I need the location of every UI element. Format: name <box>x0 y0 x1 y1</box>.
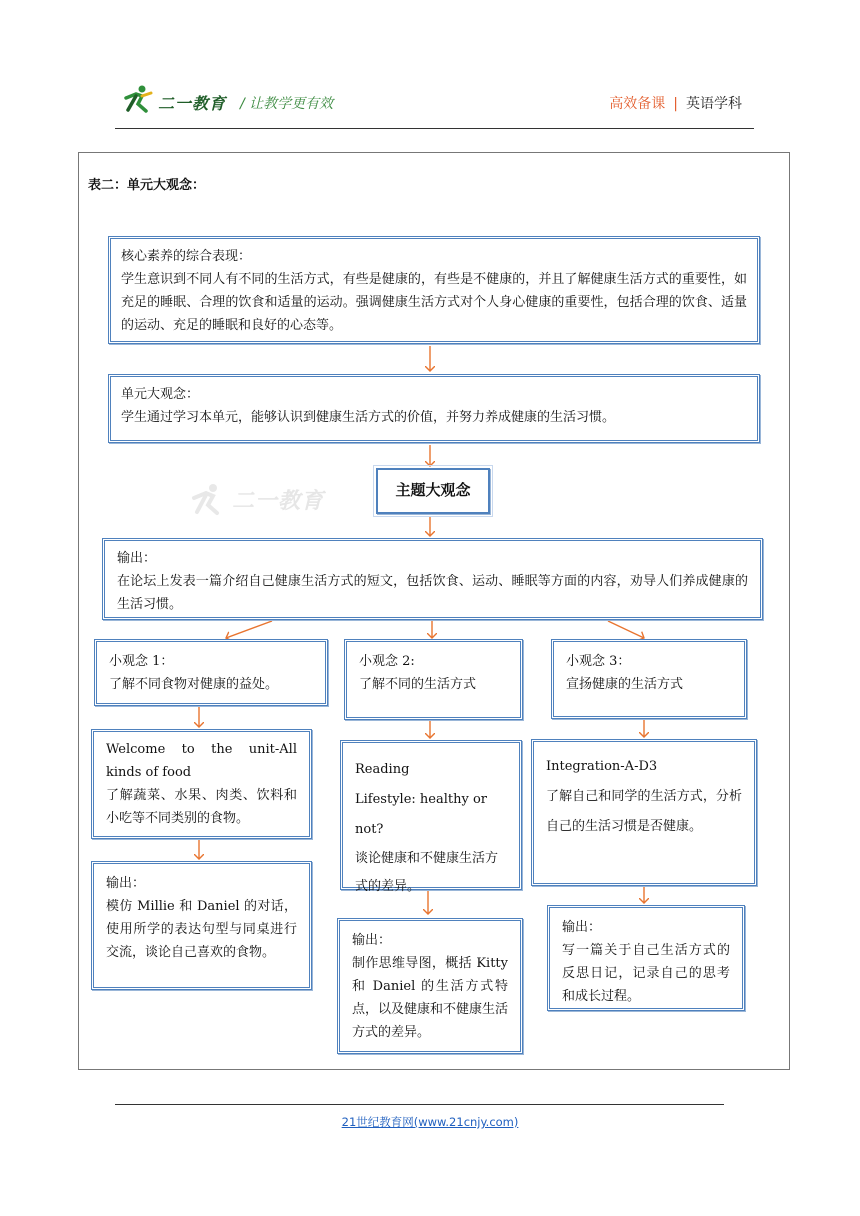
main-output-title: 输出： <box>117 551 157 566</box>
brand-name: 二一教育 <box>158 94 227 113</box>
lesson-1-box <box>91 729 312 839</box>
main-topic-box: 主题大观念 <box>376 468 490 514</box>
footer-link[interactable]: 21世纪教育网(www.21cnjy.com) <box>341 1115 519 1129</box>
arrow-output-to-idea1 <box>226 621 272 638</box>
output-3-title: 输出： <box>562 920 602 935</box>
output-1-title: 输出： <box>106 876 146 891</box>
header-separator: | <box>673 96 678 112</box>
lesson-3-box <box>531 739 757 886</box>
output-2-box <box>337 918 523 1054</box>
output-2-title: 输出： <box>352 933 392 948</box>
header-tag-subject: 英语学科 <box>686 96 742 112</box>
footer-rule <box>115 1104 724 1105</box>
unit-big-idea-title: 单元大观念： <box>121 387 200 402</box>
brand-slogan: / 让教学更有效 <box>240 96 334 112</box>
lesson-1-body: 了解蔬菜、水果、肉类、饮料和小吃等不同类别的食物。 <box>106 788 297 826</box>
small-idea-1-body: 了解不同食物对健康的益处。 <box>109 677 279 692</box>
lesson-1-title: Welcome to the unit-All kinds of food <box>106 742 297 780</box>
output-1-box <box>91 861 312 990</box>
arrow-output-to-idea3 <box>608 621 644 638</box>
watermark-text: 二一教育 <box>232 489 325 514</box>
small-idea-1-title: 小观念 1： <box>109 654 174 669</box>
lesson-2-box <box>340 740 522 894</box>
main-output-box <box>102 538 763 620</box>
small-idea-2-box <box>344 639 523 720</box>
lesson-2-subtitle: Lifestyle: healthy or not? <box>355 792 487 837</box>
unit-big-idea-body: 学生通过学习本单元，能够认识到健康生活方式的价值，并努力养成健康的生活习惯。 <box>121 410 616 425</box>
main-output-body: 在论坛上发表一篇介绍自己健康生活方式的短文，包括饮食、运动、睡眠等方面的内容，劝导人们养成健康的生活习惯。 <box>117 574 748 612</box>
output-1-body: 模仿 Millie 和 Daniel 的对话，使用所学的表达句型与同桌进行交流，谈论自己喜欢的食物。 <box>106 899 297 960</box>
core-competency-title: 核心素养的综合表现： <box>121 249 252 264</box>
small-idea-3-title: 小观念 3： <box>566 654 631 669</box>
small-idea-2-title: 小观念 2: <box>359 654 415 669</box>
small-idea-1-box <box>94 639 328 706</box>
lesson-2-title: Reading <box>355 762 410 777</box>
small-idea-2-body: 了解不同的生活方式 <box>359 677 477 692</box>
small-idea-3-box <box>551 639 747 719</box>
small-idea-3-body: 宣扬健康的生活方式 <box>566 677 684 692</box>
lesson-3-title: Integration-A-D3 <box>546 759 658 774</box>
core-competency-box <box>108 236 760 344</box>
lesson-3-body: 了解自己和同学的生活方式，分析自己的生活习惯是否健康。 <box>546 789 742 834</box>
output-2-body: 制作思维导图，概括 Kitty 和 Daniel 的生活方式特点，以及健康和不健康生活方式的差异。 <box>352 956 509 1040</box>
output-3-body: 写一篇关于自己生活方式的反思日记，记录自己的思考和成长过程。 <box>562 943 730 1004</box>
lesson-2-body: 谈论健康和不健康生活方式的差异。 <box>355 851 499 894</box>
unit-big-idea-box <box>108 374 760 443</box>
output-3-box <box>547 905 745 1011</box>
core-competency-body: 学生意识到不同人有不同的生活方式，有些是健康的，有些是不健康的，并且了解健康生活方式的重要性，如充足的睡眠、合理的饮食和适量的运动。强调健康生活方式对个人身心健康的重要性，包括合理的饮食、适量的运动、充足的睡眠和良好的心态等。 <box>121 272 747 333</box>
header-tag-prep: 高效备课 <box>609 96 666 112</box>
table-title: 表二：单元大观念： <box>88 178 206 193</box>
